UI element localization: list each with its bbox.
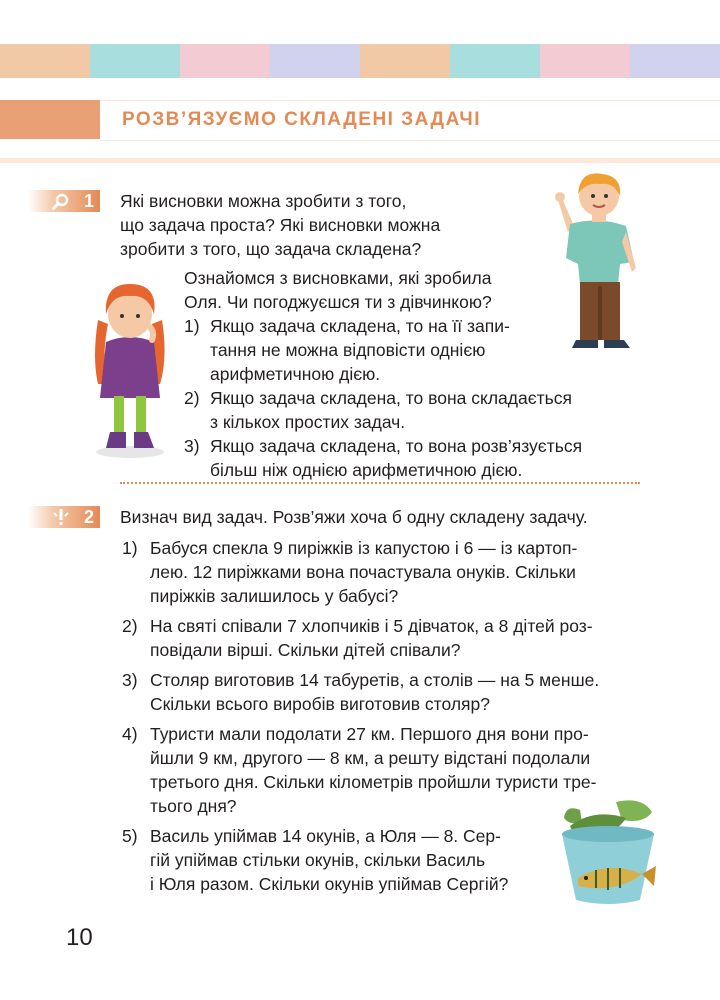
task-1-intro-line: Оля. Чи погоджуєшся ти з дівчинкою? xyxy=(184,292,492,312)
problem-4-line: Туристи мали подолати 27 км. Першого дня вони про- xyxy=(150,724,589,744)
conclusion-2-line: з кількох простих задач. xyxy=(210,412,406,432)
problem-4-number: 4) xyxy=(122,724,138,744)
problem-1-line: лею. 12 пиріжками вона почастувала онуків. Скільки xyxy=(150,562,576,582)
problem-3-number: 3) xyxy=(122,670,138,690)
conclusion-3-line: Якщо задача складена, то вона розв’язується xyxy=(210,436,583,456)
problem-4-line: третього дня. Скільки кілометрів пройшли туристи тре- xyxy=(150,772,597,792)
conclusion-1-line: арифметичною дією. xyxy=(210,364,381,384)
fish-bucket-illustration xyxy=(556,796,660,912)
section-title: РОЗВ’ЯЗУЄМО СКЛАДЕНІ ЗАДАЧІ xyxy=(122,109,481,130)
task-1-intro-line: Ознайомся з висновками, які зробила xyxy=(184,268,492,288)
conclusion-1-line: тання не можна відповісти однією xyxy=(210,340,486,360)
problem-4-line: тього дня? xyxy=(150,796,237,816)
problem-5-line: Василь упіймав 14 окунів, а Юля — 8. Сер- xyxy=(150,826,501,846)
problem-2-number: 2) xyxy=(122,616,138,636)
header-separator xyxy=(0,158,720,163)
problem-1-line: Бабуся спекла 9 пиріжків із капустою і 6 — із картоп- xyxy=(150,538,578,558)
page-number: 10 xyxy=(66,924,93,951)
problem-3-line: Скільки всього виробів виготовив столяр? xyxy=(150,694,490,714)
problem-5-number: 5) xyxy=(122,826,138,846)
task-1-badge xyxy=(28,190,100,212)
task-2-instruction: Визнач вид задач. Розв’яжи хоча б одну складену задачу. xyxy=(120,507,588,527)
problem-5-line: гій упіймав стільки окунів, скільки Василь xyxy=(150,850,486,870)
magnifier-icon xyxy=(52,192,70,210)
problem-1-line: пиріжків залишилось у бабусі? xyxy=(150,586,399,606)
task-2-badge xyxy=(28,506,100,528)
conclusion-2-line: Якщо задача складена, то вона складається xyxy=(210,388,573,408)
problem-5-line: і Юля разом. Скільки окунів упіймав Сергій? xyxy=(150,874,509,894)
problem-2-line: На святі співали 7 хлопчиків і 5 дівчаток, а 8 дітей роз- xyxy=(150,616,593,636)
conclusion-3-line: більш ніж однією арифметичною дією. xyxy=(210,460,523,480)
header-accent-bar xyxy=(0,100,100,139)
task-1-question-line: що задача проста? Які висновки можна xyxy=(120,215,441,235)
problem-1-number: 1) xyxy=(122,538,138,558)
task-1-number: 1 xyxy=(83,191,94,211)
task-2-number: 2 xyxy=(83,507,94,527)
task-1-question-line: зробити з того, що задача складена? xyxy=(120,239,422,259)
conclusion-3-number: 3) xyxy=(184,436,200,456)
girl-illustration xyxy=(86,280,174,460)
problem-4-line: йшли 9 км, другого — 8 км, а решту відстані подолали xyxy=(150,748,591,768)
boy-illustration xyxy=(550,172,646,364)
conclusion-1-line: Якщо задача складена, то на її запи- xyxy=(210,316,510,336)
exclamation-icon xyxy=(52,508,70,526)
conclusion-1-number: 1) xyxy=(184,316,200,336)
dotted-separator xyxy=(120,482,640,484)
problem-3-line: Столяр виготовив 14 табуретів, а столів — на 5 менше. xyxy=(150,670,600,690)
problem-2-line: повідали вірші. Скільки дітей співали? xyxy=(150,640,461,660)
top-color-stripes xyxy=(0,44,720,78)
conclusion-2-number: 2) xyxy=(184,388,200,408)
task-1-question-line: Які висновки можна зробити з того, xyxy=(120,191,407,211)
